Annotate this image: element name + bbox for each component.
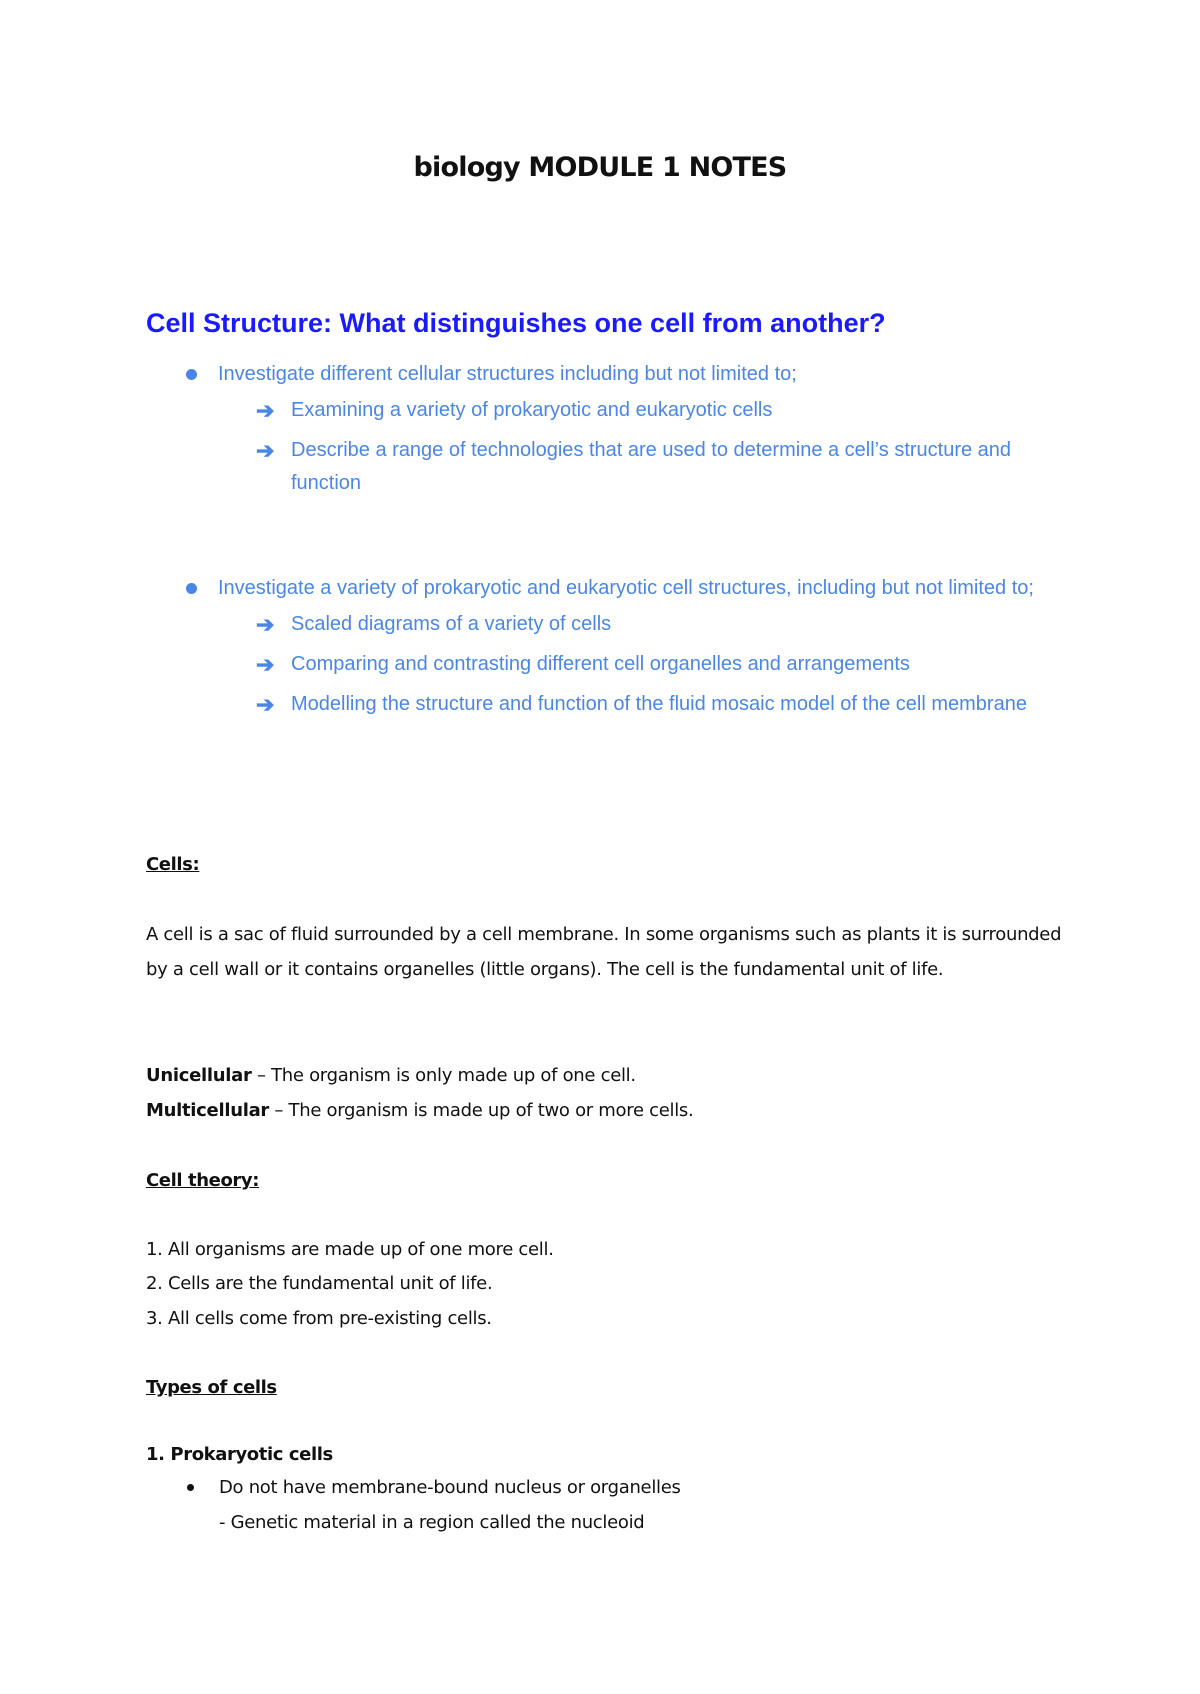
definition-unicellular — [146, 1065, 636, 1086]
definition-text: – The organism is only made up of one cell. — [251, 1065, 636, 1086]
objective-subpoint — [256, 434, 1076, 500]
prokaryotic-heading: 1. Prokaryotic cells — [146, 1444, 333, 1465]
subpoint-text: Describe a range of technologies that are used to determine a cell’s structure and function — [291, 439, 1012, 494]
cell-theory-heading: Cell theory: — [146, 1170, 260, 1191]
bullet-icon — [186, 583, 197, 594]
arrow-right-icon: ➔ — [256, 438, 275, 463]
cells-heading: Cells: — [146, 854, 200, 875]
bullet-icon — [186, 369, 197, 380]
bullet-icon — [187, 1484, 194, 1491]
arrow-right-icon: ➔ — [256, 652, 275, 677]
objective-text: Investigate a variety of prokaryotic and eukaryotic cell structures, including but not limited to; — [218, 577, 1034, 599]
syllabus-objective — [146, 572, 1076, 721]
subpoint-text: Modelling the structure and function of the fluid mosaic model of the cell membrane — [291, 693, 1027, 715]
prokaryotic-sub-note: - Genetic material in a region called the nucleoid — [219, 1512, 645, 1533]
objective-text: Investigate different cellular structures including but not limited to; — [218, 363, 797, 385]
prokaryotic-bullet: Do not have membrane-bound nucleus or organelles — [219, 1477, 681, 1498]
definition-multicellular — [146, 1100, 693, 1121]
definition-term: Multicellular — [146, 1100, 269, 1121]
subpoint-text: Comparing and contrasting different cell organelles and arrangements — [291, 653, 910, 675]
objective-subpoint — [256, 608, 1076, 641]
objective-subpoint — [256, 688, 1076, 721]
arrow-right-icon: ➔ — [256, 612, 275, 637]
types-of-cells-heading: Types of cells — [146, 1377, 277, 1398]
subpoint-text: Examining a variety of prokaryotic and eukaryotic cells — [291, 399, 773, 421]
section-heading: Cell Structure: What distinguishes one cell from another? — [146, 308, 886, 338]
syllabus-objective — [146, 358, 1076, 500]
cells-paragraph: A cell is a sac of fluid surrounded by a cell membrane. In some organisms such as plants it is surrounded by a cell wall or it contains organelles (little organs). The cell is the fundamental unit of life. — [146, 924, 1062, 980]
definition-term: Unicellular — [146, 1065, 252, 1086]
arrow-right-icon: ➔ — [256, 398, 275, 423]
objective-subpoint — [256, 648, 1076, 681]
document-title: biology MODULE 1 NOTES — [413, 152, 787, 183]
objective-subpoint — [256, 394, 1076, 427]
subpoint-text: Scaled diagrams of a variety of cells — [291, 613, 612, 635]
cell-theory-point: 3. All cells come from pre-existing cells. — [146, 1308, 492, 1329]
cell-theory-point: 2. Cells are the fundamental unit of life. — [146, 1273, 493, 1294]
cell-theory-point: 1. All organisms are made up of one more cell. — [146, 1239, 554, 1260]
definition-text: – The organism is made up of two or more cells. — [269, 1100, 694, 1121]
arrow-right-icon: ➔ — [256, 692, 275, 717]
